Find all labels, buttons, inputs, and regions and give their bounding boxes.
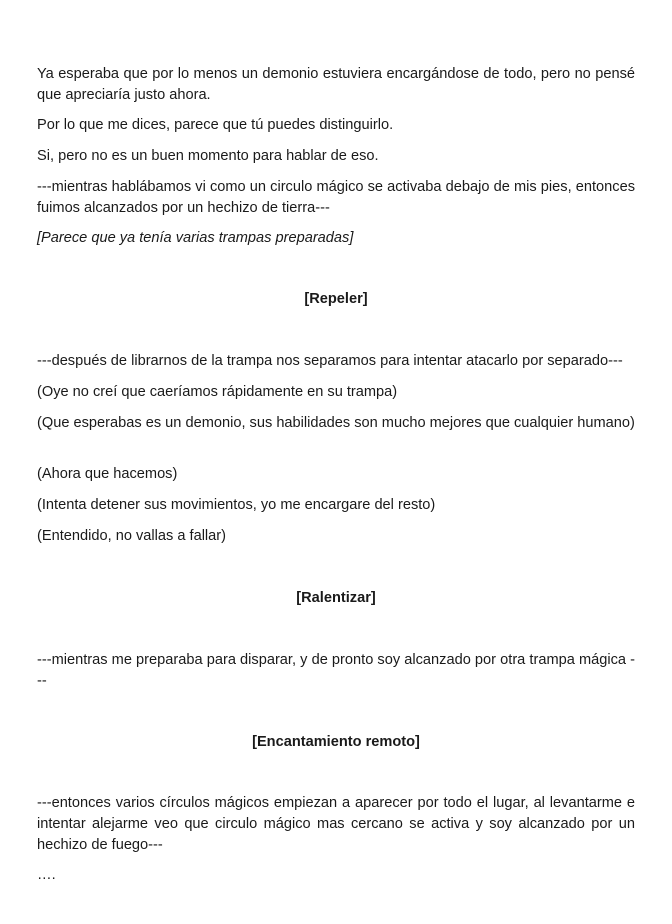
paragraph-stop-movements: (Intenta detener sus movimientos, yo me encargare del resto) [37, 497, 436, 513]
heading-repeler: [Repeler] [304, 291, 368, 307]
paragraph-earth-spell: ---mientras hablábamos vi como un circulo mágico se activaba debajo de mis pies, entonces fuimos alcanzados por un hechizo de tierra--- [37, 179, 635, 216]
paragraph-fell-in-trap: (Oye no creí que caeríamos rápidamente en su trampa) [37, 384, 398, 400]
paragraph-traps-prepared: [Parece que ya tenía varias trampas preparadas] [37, 230, 354, 246]
paragraph-understood: (Entendido, no vallas a fallar) [37, 528, 227, 544]
paragraph-demon-skills: (Que esperabas es un demonio, sus habilidades son mucho mejores que cualquier humano) [37, 415, 635, 431]
heading-encantamiento-remoto: [Encantamiento remoto] [252, 734, 420, 750]
paragraph-what-now: (Ahora que hacemos) [37, 466, 178, 482]
paragraph-not-good-moment: Si, pero no es un buen momento para hablar de eso. [37, 148, 379, 164]
paragraph-separated: ---después de librarnos de la trampa nos separamos para intentar atacarlo por separado--- [37, 353, 623, 369]
paragraph-fire-spell: ---entonces varios círculos mágicos empiezan a aparecer por todo el lugar, al levantarme e intentar alejarme veo que circulo mágico mas cercano se activa y soy alcanzado por un hechizo de fuego--- [37, 795, 635, 853]
paragraph-another-trap: ---mientras me preparaba para disparar, y de pronto soy alcanzado por otra trampa mágica --- [37, 652, 635, 689]
paragraph-ellipsis: …. [37, 867, 56, 883]
paragraph-demon-expectation: Ya esperaba que por lo menos un demonio estuviera encargándose de todo, pero no pensé que apreciaría justo ahora. [37, 66, 635, 103]
paragraph-distinguish: Por lo que me dices, parece que tú puedes distinguirlo. [37, 117, 394, 133]
heading-ralentizar: [Ralentizar] [296, 590, 376, 606]
